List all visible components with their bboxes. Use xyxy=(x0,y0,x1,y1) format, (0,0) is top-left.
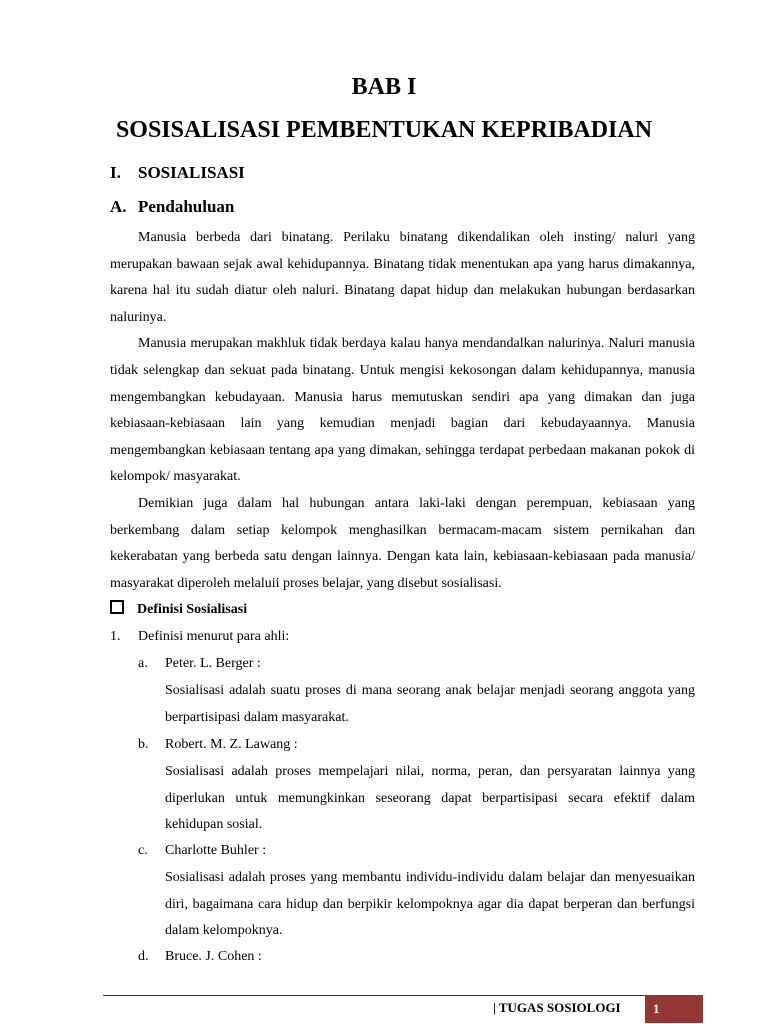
chapter-title: BAB I xyxy=(351,74,417,100)
expert-letter: b. xyxy=(138,737,149,752)
list-item-number: 1. xyxy=(110,629,121,644)
definition-heading-label: Definisi Sosialisasi xyxy=(137,602,248,617)
expert-letter: a. xyxy=(138,656,148,671)
paragraph: Manusia merupakan makhluk tidak berdaya kalau hanya mendandalkan nalurinya. Naluri manusia tidak selengkap dan sekuat pada binatang. Untuk mengisi kekosongan dalam kehidupannya, manusia mengembangkan kebudayaan. Manusia harus memutuskan sendiri apa yang dimakan dan juga kebiasaan-kebiasaan lain yang kemudian menjadi bagian dari kebudayaannya. Manusia mengembangkan kebiasaan tentang apa yang dimakan, sehingga terdapat perbedaan makanan pokok di kelompok/ masyarakat. xyxy=(110,336,695,485)
subsection-number: A. xyxy=(110,197,127,216)
expert-definition: Sosialisasi adalah suatu proses di mana seorang anak belajar menjadi seorang anggota yang berpartisipasi dalam masyarakat. xyxy=(165,683,695,725)
expert-name: Peter. L. Berger : xyxy=(165,656,261,671)
expert-name: Bruce. J. Cohen : xyxy=(165,949,262,964)
section-label: SOSIALISASI xyxy=(138,163,245,182)
expert-definition: Sosialisasi adalah proses yang membantu individu-individu dalam belajar dan menyesuaikan diri, bagaimana cara hidup dan berpikir kelompoknya agar dia dapat berperan dan berfungsi dalam kelompoknya. xyxy=(165,870,695,939)
page-number: 1 xyxy=(645,995,703,1023)
subsection-heading xyxy=(110,197,234,217)
section-heading xyxy=(110,163,245,183)
footer-rule xyxy=(103,995,703,996)
document-title: SOSISALISASI PEMBENTUKAN KEPRIBADIAN xyxy=(115,117,653,143)
checkbox-bullet-icon xyxy=(110,600,124,614)
expert-letter: d. xyxy=(138,949,149,964)
paragraph: Manusia berbeda dari binatang. Perilaku binatang dikendalikan oleh insting/ naluri yang merupakan bawaan sejak awal kehidupannya. Binatang tidak menentukan apa yang harus dimakannya, karena hal itu sudah diatur oleh naluri. Binatang dapat hidup dan melakukan hubungan berdasarkan nalurinya. xyxy=(110,230,695,325)
expert-definition: Sosialisasi adalah proses mempelajari nilai, norma, peran, dan persyaratan lainnya yang diperlukan untuk memungkinkan seseorang dapat berpartisipasi secara efektif dalam kehidupan sosial. xyxy=(165,764,695,833)
expert-name: Robert. M. Z. Lawang : xyxy=(165,737,298,752)
expert-letter: c. xyxy=(138,843,148,858)
section-number: I. xyxy=(110,163,121,182)
subsection-label: Pendahuluan xyxy=(138,197,235,216)
definition-heading xyxy=(110,600,247,618)
footer-label: | TUGAS SOSIOLOGI xyxy=(493,1000,621,1015)
expert-name: Charlotte Buhler : xyxy=(165,843,267,858)
list-item-label: Definisi menurut para ahli: xyxy=(138,629,290,644)
paragraph: Demikian juga dalam hal hubungan antara laki-laki dengan perempuan, kebiasaan yang berkembang dalam setiap kelompok menghasilkan bermacam-macam sistem pernikahan dan kekerabatan yang berbeda satu dengan lainnya. Dengan kata lain, kebiasaan-kebiasaan pada manusia/ masyarakat diperoleh melaluii proses belajar, yang disebut sosialisasi. xyxy=(110,495,695,591)
intro-paragraphs xyxy=(110,225,695,597)
